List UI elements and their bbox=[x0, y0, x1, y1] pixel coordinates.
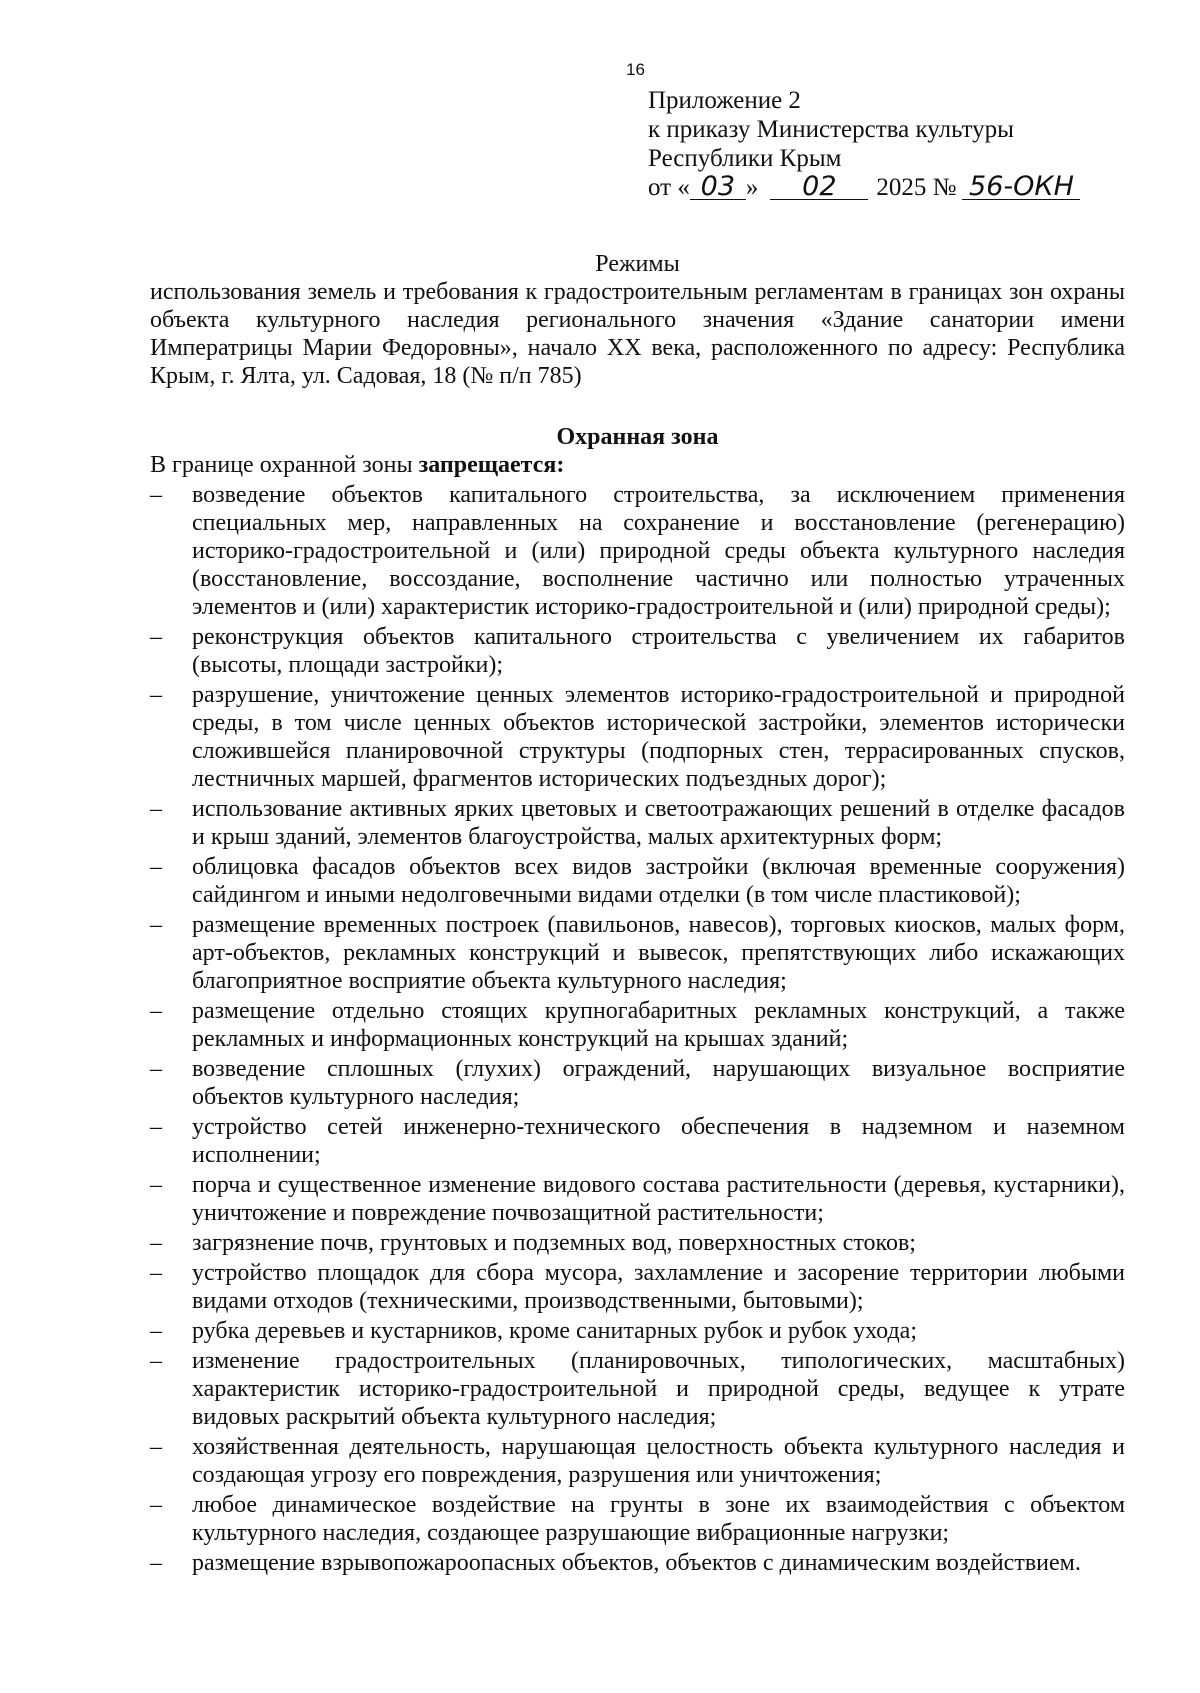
date-prefix: от « bbox=[648, 174, 690, 201]
list-item: – любое динамическое воздействие на грунты в зоне их взаимодействия с объектом культурного наследия, создающее разрушающие вибрационные нагрузки; bbox=[150, 1491, 1125, 1547]
list-item: – размещение отдельно стоящих крупногабаритных рекламных конструкций, а также рекламных и информационных конструкций на крышах зданий; bbox=[150, 997, 1125, 1053]
list-item: – хозяйственная деятельность, нарушающая целостность объекта культурного наследия и создающая угрозу его повреждения, разрушения или уничтожения; bbox=[150, 1433, 1125, 1489]
list-item: – рубка деревьев и кустарников, кроме санитарных рубок и рубок ухода; bbox=[150, 1317, 1125, 1345]
handwritten-day: 03 bbox=[690, 175, 746, 200]
intro-bold: запрещается: bbox=[418, 452, 565, 478]
appendix-line3: Республики Крым bbox=[648, 145, 842, 172]
date-mid: » bbox=[745, 174, 759, 201]
appendix-header bbox=[648, 86, 1080, 202]
intro-text: В границе охранной зоны bbox=[150, 452, 419, 478]
list-item: – устройство сетей инженерно-технического обеспечения в надземном и наземном исполнении; bbox=[150, 1113, 1125, 1169]
list-item: – загрязнение почв, грунтовых и подземных вод, поверхностных стоков; bbox=[150, 1229, 1125, 1257]
regimes-title: Режимы bbox=[595, 251, 680, 277]
list-item: – порча и существенное изменение видового состава растительности (деревья, кустарники), уничтожение и повреждение почвозащитной растительности; bbox=[150, 1171, 1125, 1227]
regimes-description: использования земель и требования к градостроительным регламентам в границах зон охраны объекта культурного наследия регионального значения «Здание санатории имени Императрицы Марии Федоровны», начало ХХ века, расположенного по адресу: Республика Крым, г. Ялта, ул. Садовая, 18 (№ п/п 785) bbox=[150, 279, 1125, 389]
list-item: – размещение временных построек (павильонов, навесов), торговых киосков, малых форм, арт-объектов, рекламных конструкций и вывесок, препятствующих либо искажающих благоприятное восприятие объекта культурного наследия; bbox=[150, 911, 1125, 995]
list-item: – реконструкция объектов капитального строительства с увеличением их габаритов (высоты, площади застройки); bbox=[150, 623, 1125, 679]
list-item: – изменение градостроительных (планировочных, типологических, масштабных) характеристик историко-градостроительной и природной среды, ведущее к утрате видовых раскрытий объекта культурного наследия; bbox=[150, 1347, 1125, 1431]
list-item: – возведение объектов капитального строительства, за исключением применения специальных мер, направленных на сохранение и восстановление (регенерацию) историко-градостроительной и (или) природной среды объекта культурного наследия (восстановление, воссоздание, восполнение частично или полностью утраченных элементов и (или) характеристик историко-градостроительной и (или) природной среды); bbox=[150, 481, 1125, 621]
list-item: – размещение взрывопожароопасных объектов, объектов с динамическим воздействием. bbox=[150, 1549, 1125, 1577]
list-item: – облицовка фасадов объектов всех видов застройки (включая временные сооружения) сайдингом и иными недолговечными видами отделки (в том числе пластиковой); bbox=[150, 853, 1125, 909]
prohibition-list bbox=[150, 481, 1125, 1577]
page-number: 16 bbox=[626, 60, 645, 79]
list-item: – разрушение, уничтожение ценных элементов историко-градостроительной и природной среды, в том числе ценных объектов исторической застройки, элементов исторически сложившейся планировочной структуры (подпорных стен, террасированных спусков, лестничных маршей, фрагментов исторических подъездных дорог); bbox=[150, 681, 1125, 793]
zone-title: Охранная зона bbox=[556, 424, 719, 450]
document-body bbox=[150, 250, 1125, 1577]
prohibition-intro bbox=[150, 451, 1125, 479]
handwritten-month: 02 bbox=[770, 175, 868, 200]
list-item: – использование активных ярких цветовых и светоотражающих решений в отделке фасадов и крыш зданий, элементов благоустройства, малых архитектурных форм; bbox=[150, 795, 1125, 851]
appendix-line2: к приказу Министерства культуры bbox=[648, 116, 1014, 143]
list-item: – устройство площадок для сбора мусора, захламление и засорение территории любыми видами отходов (техническими, производственными, бытовыми); bbox=[150, 1259, 1125, 1315]
handwritten-order-number: 56-ОКН bbox=[962, 175, 1080, 200]
appendix-line1: Приложение 2 bbox=[648, 87, 801, 114]
list-item: – возведение сплошных (глухих) ограждений, нарушающих визуальное восприятие объектов культурного наследия; bbox=[150, 1055, 1125, 1111]
date-year: 2025 № bbox=[876, 174, 957, 201]
appendix-date-line bbox=[648, 173, 1080, 202]
